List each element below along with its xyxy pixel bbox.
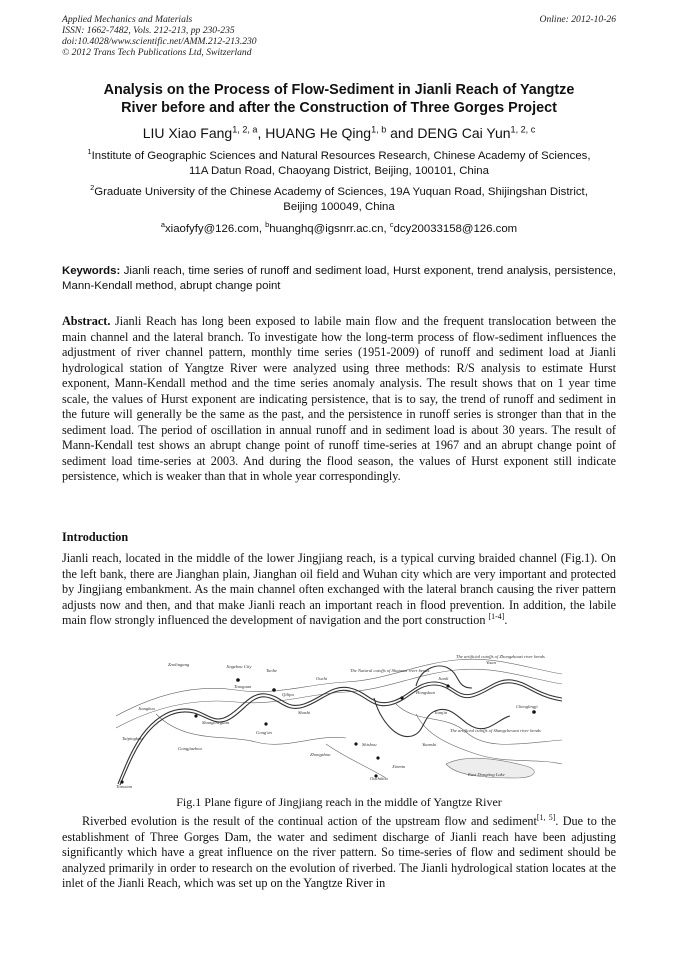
author-sup: 1, 2, c [510,124,536,135]
keywords-block [62,264,616,294]
figure-caption: Fig.1 Plane figure of Jingjiang reach in the middle of Yangtze River [176,795,502,809]
email-sup: c [389,220,394,230]
intro-text: Jianli reach, located in the middle of the lower Jingjiang reach, is a typical curving braided channel (Fig.1). On the left bank, there are Jianghan plain, Jianghan oil field and Wuhan city which are very important and protected by Jingjiang embankment. As the main channel often exchanged with the lateral branch causing the river pattern adjusts now and then, and that make Jianli reach an important reach in flood prevention. In addition, the labile main flow strongly influenced the development of navigation and the port construction [62,551,616,627]
abstract-text: Jianli Reach has long been exposed to labile main flow and the frequent translocation between the main channel and the lateral branch. To investigate how the long-term process of flow-sediment influences the adjustment of river channel pattern, monthly time series (1951-2009) of runoff and sediment load at Jianli hydrological station of Yangtze River were analyzed using three methods: R/S analysis to estimate Hurst exponent, Mann-Kendall method and the time series anomaly analysis. The result shows that on 1 year time scale, the values of Hurst exponent are indicating persistence, that is to say, the trend of runoff and sediment in the future will generally be the same as the past, and the persistence in runoff series is stronger than that in the sediment load. The period of oscillation in annual runoff and in sediment load is about 30 years. The result of Mann-Kendall test shows an abrupt change point of runoff time-series at 1967 and an abrupt change point of sediment load time-series at 2003. And during the flood season, the values of Hurst exponent still indicate persistence, which is weaker than that in whole year correspondingly. [62,314,616,483]
map-label: Shangcheguan [202,720,230,725]
keywords-label: Keywords: [62,265,121,277]
intro-paragraph-2 [62,814,616,892]
aff-line: Beijing 100049, China [283,200,395,213]
map-label: The artificial cutoffs of Shangchewan river bends [450,728,541,733]
aff-line: Institute of Geographic Sciences and Natural Resources Research, Chinese Academy of Sciences, [91,150,591,162]
aff-sup: 2 [90,183,95,193]
aff-line: Graduate University of the Chinese Academy of Sciences, 19A Yuquan Road, Shijingshan District, [94,186,588,198]
map-label: Jiangkou [138,706,155,711]
author-sup: 1, 2, a [232,124,258,135]
map-label: Taohe [266,668,278,673]
author-separator: and [386,125,418,141]
journal-header [62,14,616,58]
map-label: Tianjia [434,710,448,715]
author-separator: , [257,125,266,141]
issn-line: ISSN: 1662-7482, Vols. 212-213, pp 230-235 [62,25,235,36]
map-label: Taipingkou [122,736,143,741]
author-list [62,124,616,142]
section-heading-introduction: Introduction [62,530,129,544]
author-name: HUANG He Qing [265,125,372,141]
author-name: LIU Xiao Fang [142,125,233,141]
affiliation-2 [62,185,616,214]
abstract-label: Abstract. [62,314,111,328]
map-label: East Dongting Lake [468,772,505,777]
map-label: Gong'an [256,730,272,735]
doi-line[interactable]: doi:10.4028/www.scientific.net/AMM.212-213.230 [62,36,257,47]
author-emails [62,222,616,237]
email-c[interactable]: dcy20033158@126.com [393,223,518,235]
email-a[interactable]: xiaofyfy@126.com, [164,223,266,235]
map-label: Yuanshi [422,742,437,747]
map-label: Gongjiazhou [178,746,202,751]
jingjiang-reach-map [116,654,562,790]
citation[interactable]: [1-4] [488,611,505,621]
author-name: DENG Cai Yun [417,125,511,141]
map-label: Qilipu [282,692,294,697]
map-label: Shashi [298,710,311,715]
title-line-1: Analysis on the Process of Flow-Sediment in Jianli Reach of Yangtze [103,82,575,98]
intro-paragraph-1 [62,551,616,629]
keywords-text: Jianli reach, time series of runoff and sediment load, Hurst exponent, trend analysis, persistence, Mann-Kendall method, abrupt change point [62,265,616,292]
map-label: The artificial cutoffs of Zhongzhouzi river bends [456,654,545,659]
map-label: Jingzhou City [226,664,252,669]
affiliation-1 [62,149,616,178]
citation[interactable]: [1, 5] [536,812,556,822]
map-label: The Natural cutoffs of Shatanzi river bends [350,668,430,673]
paper-title [62,81,616,117]
email-sup: b [265,220,270,230]
map-label: Zhongzhou [310,752,331,757]
map-label: Xinmin [392,764,406,769]
map-label: Tiaoxian [116,784,133,789]
copyright-line: © 2012 Trans Tech Publications Ltd, Switzerland [62,47,252,58]
title-line-2: River before and after the Construction of Three Gorges Project [121,100,557,116]
intro-text: Riverbed evolution is the result of the continual action of the upstream flow and sediment [82,814,537,828]
email-b[interactable]: huanghq@igsnrr.ac.cn, [269,223,390,235]
aff-line: 11A Datun Road, Chaoyang District, Beijing, 100101, China [189,164,489,177]
intro-text-end: . [504,613,508,627]
map-label: Jianli [438,676,449,681]
map-label: Hongshan [416,690,435,695]
online-date: Online: 2012-10-26 [539,14,616,25]
author-sup: 1, b [371,124,387,135]
map-label: Zaolingang [168,662,190,667]
abstract-block [62,314,616,485]
map-label: Chenglingji [516,704,538,709]
map-label: Ouchi [316,676,328,681]
map-label: Tiaoguan [234,684,252,689]
map-label: Ouchikou [370,776,388,781]
map-label: Yisan [486,660,496,665]
map-label: Shishou [362,742,377,747]
journal-name: Applied Mechanics and Materials [62,14,193,25]
email-sup: a [160,220,165,230]
aff-sup: 1 [87,147,92,157]
intro-text: . Due to the establishment of Three Gorges Dam, the water and sediment discharge of Jianli reach have been adjusting significantly which have a great influence on the river pattern. So time-series of flow and sediment should be analyzed primarily in order to research on the evolution of riverbed. The Jianli hydrological station locates at the inlet of the Jianli Reach, which was set up on the Yangtze River in [62,814,616,890]
